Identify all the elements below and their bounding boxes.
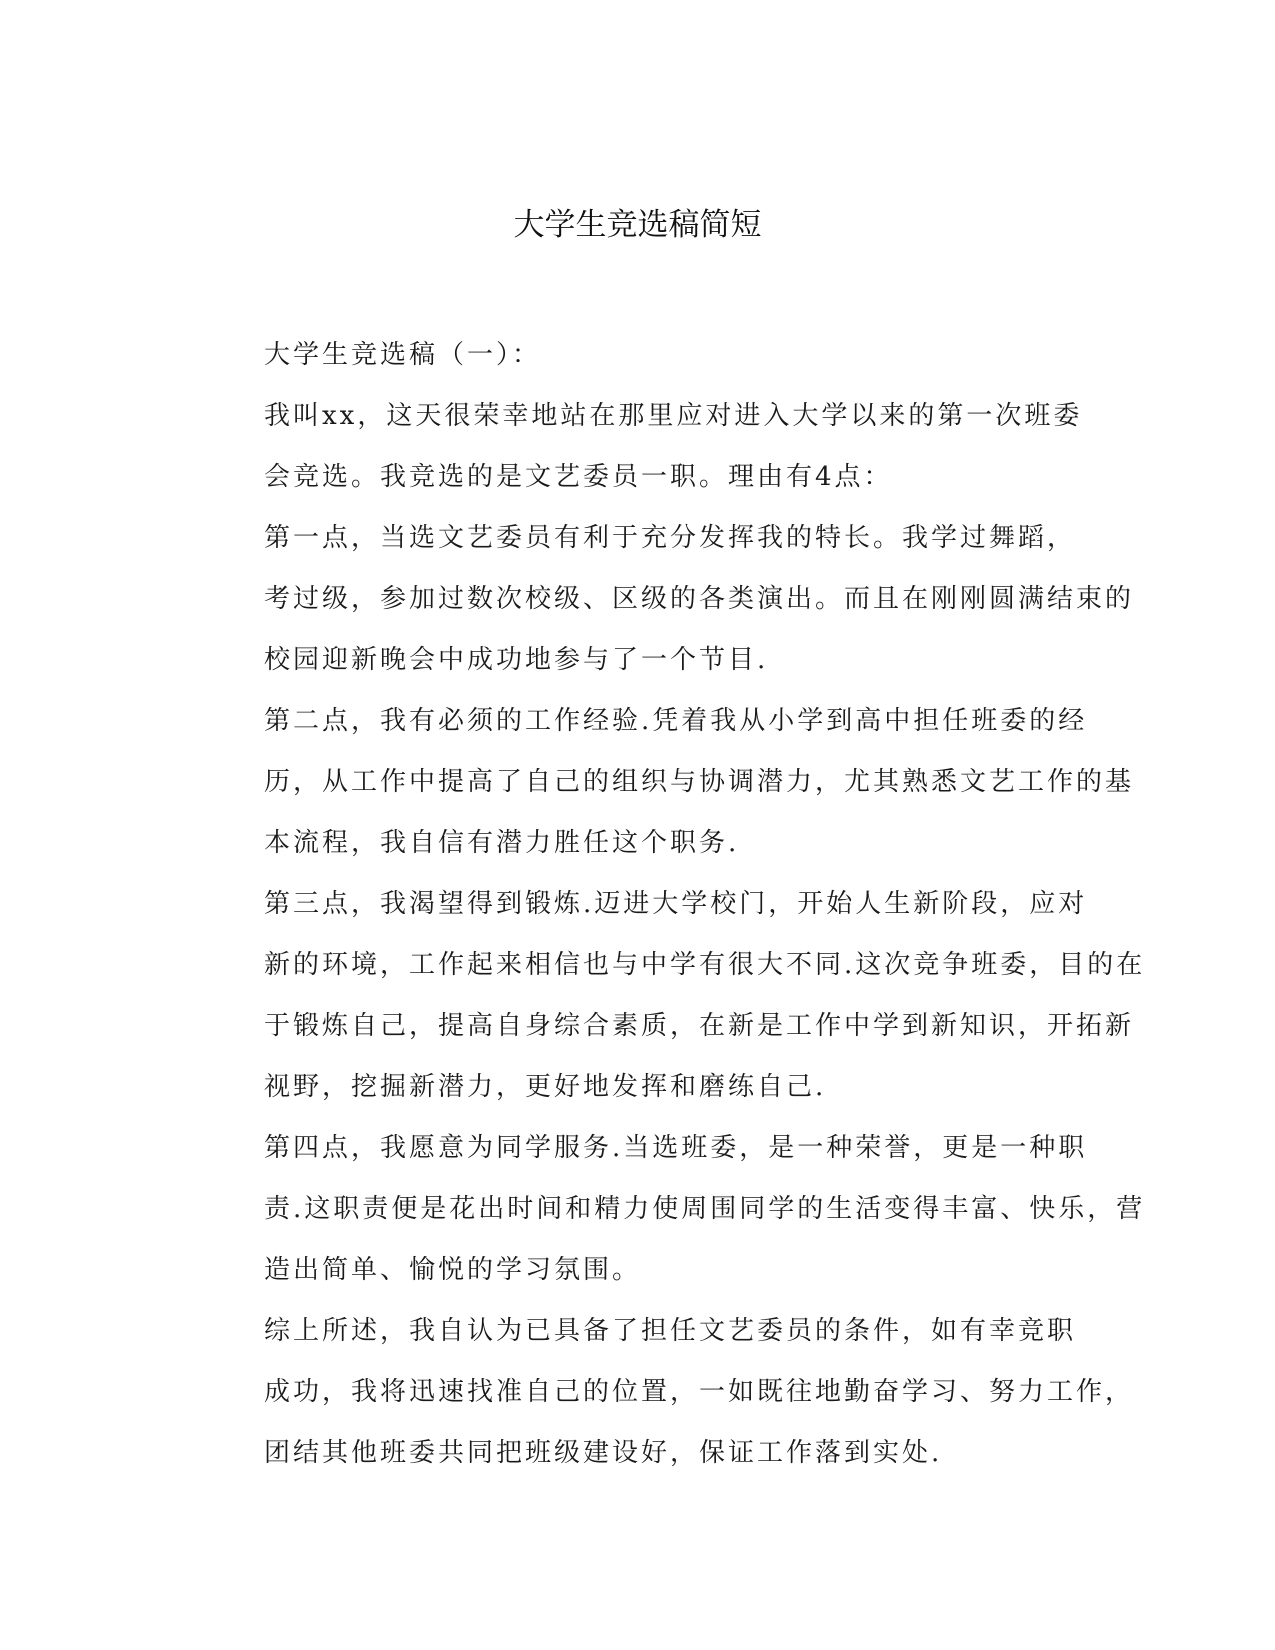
text-line: 历，从工作中提高了自己的组织与协调潜力，尤其熟悉文艺工作的基 bbox=[264, 767, 1135, 797]
paragraph-point-3 bbox=[188, 874, 1146, 1118]
text-line: 校园迎新晚会中成功地参与了一个节目. bbox=[264, 645, 769, 675]
text-line: 会竞选。我竞选的是文艺委员一职。理由有4点： bbox=[264, 462, 893, 492]
text-line: 大学生竞选稿（一）： bbox=[264, 340, 542, 370]
text-line: 造出简单、愉悦的学习氛围。 bbox=[264, 1255, 642, 1285]
document-title: 大学生竞选稿简短 bbox=[513, 207, 762, 243]
text-line: 我叫xx，这天很荣幸地站在那里应对进入大学以来的第一次班委 bbox=[264, 401, 1083, 431]
text-line: 视野，挖掘新潜力，更好地发挥和磨练自己. bbox=[264, 1072, 827, 1102]
text-line: 第一点，当选文艺委员有利于充分发挥我的特长。我学过舞蹈， bbox=[264, 523, 1077, 553]
text-line: 于锻炼自己，提高自身综合素质，在新是工作中学到新知识，开拓新 bbox=[264, 1011, 1135, 1041]
text-line: 团结其他班委共同把班级建设好，保证工作落到实处. bbox=[264, 1438, 943, 1468]
paragraph-heading bbox=[188, 325, 1088, 386]
text-line: 成功，我将迅速找准自己的位置，一如既往地勤奋学习、努力工作， bbox=[264, 1377, 1135, 1407]
text-line: 考过级，参加过数次校级、区级的各类演出。而且在刚刚圆满结束的 bbox=[264, 584, 1135, 614]
paragraph-intro bbox=[188, 386, 1088, 508]
text-line: 第三点，我渴望得到锻炼.迈进大学校门，开始人生新阶段，应对 bbox=[264, 889, 1088, 919]
text-line: 第四点，我愿意为同学服务.当选班委，是一种荣誉，更是一种职 bbox=[264, 1133, 1088, 1163]
paragraph-point-4 bbox=[188, 1118, 1146, 1301]
text-line: 综上所述，我自认为已具备了担任文艺委员的条件，如有幸竞职 bbox=[264, 1316, 1077, 1346]
paragraph-conclusion bbox=[188, 1301, 1135, 1484]
text-line: 责.这职责便是花出时间和精力使周围同学的生活变得丰富、快乐，营 bbox=[264, 1194, 1146, 1224]
document-body bbox=[188, 325, 1146, 1484]
paragraph-point-1 bbox=[188, 508, 1135, 691]
text-line: 第二点，我有必须的工作经验.凭着我从小学到高中担任班委的经 bbox=[264, 706, 1088, 736]
paragraph-point-2 bbox=[188, 691, 1135, 874]
text-line: 新的环境，工作起来相信也与中学有很大不同.这次竞争班委，目的在 bbox=[264, 950, 1146, 980]
text-line: 本流程，我自信有潜力胜任这个职务. bbox=[264, 828, 740, 858]
